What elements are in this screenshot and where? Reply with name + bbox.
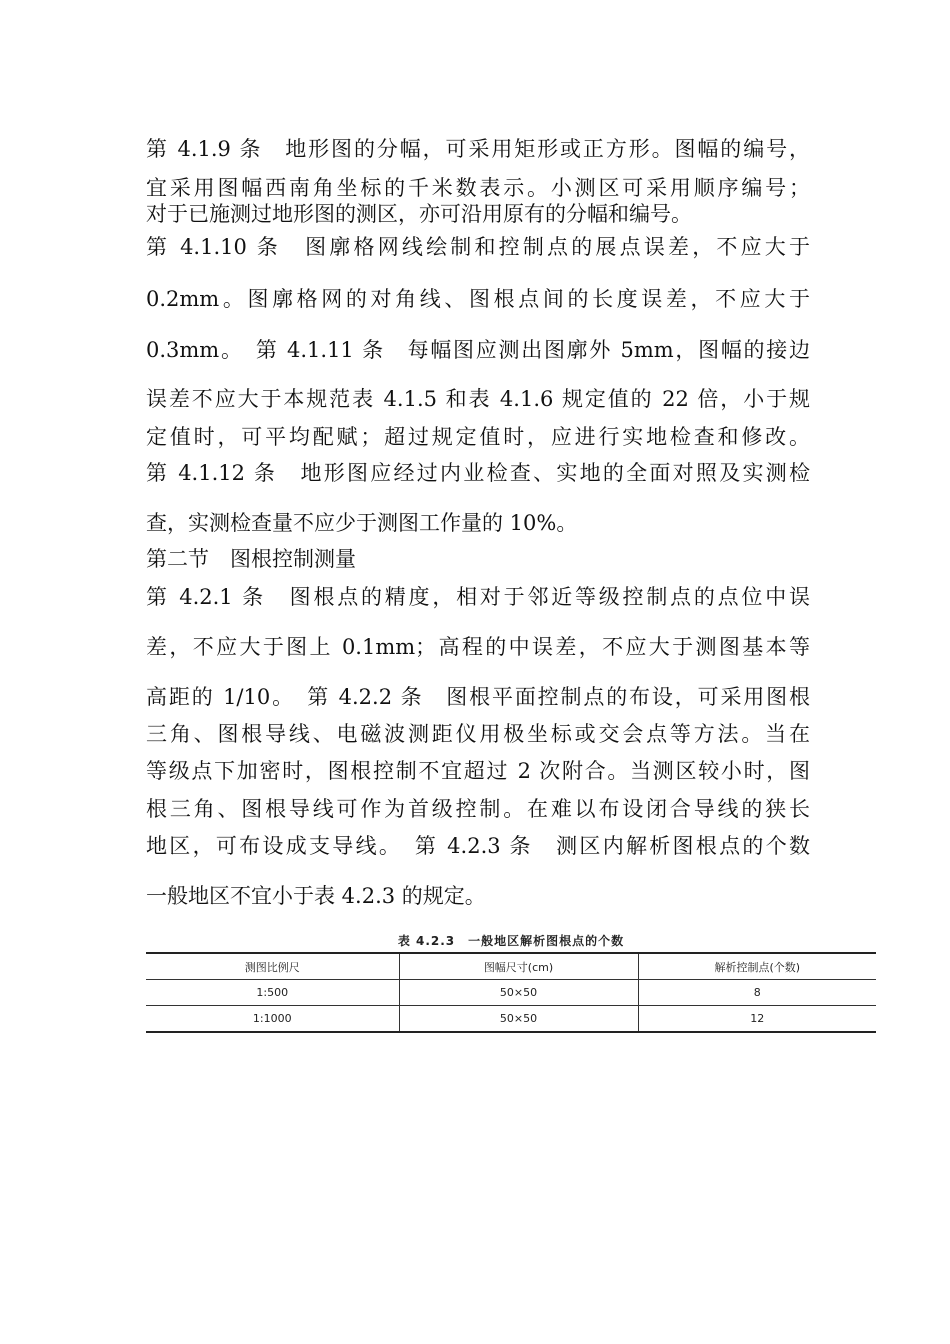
table-row [146,1006,876,1033]
text-line: 地区，可布设成支导线。 第 4.2.3 条 测区内解析图根点的个数 [146,834,810,858]
table-cell: 12 [638,1006,876,1033]
text-line: 0.3mm。 第 4.1.11 条 每幅图应测出图廓外 5mm，图幅的接边 [146,338,810,362]
text-line: 三角、图根导线、电磁波测距仪用极坐标或交会点等方法。当在 [146,722,810,746]
text-line: 对于已施测过地形图的测区，亦可沿用原有的分幅和编号。 [146,202,692,226]
text-line: 差，不应大于图上 0.1mm；高程的中误差，不应大于测图基本等 [146,635,810,659]
text-line: 查，实测检查量不应少于测图工作量的 10%。 [146,511,578,535]
text-line: 第 4.1.9 条 地形图的分幅，可采用矩形或正方形。图幅的编号， [146,137,811,161]
text-line: 第 4.2.1 条 图根点的精度，相对于邻近等级控制点的点位中误 [146,585,810,609]
table-cell: 8 [638,980,876,1006]
control-points-table [146,952,876,1033]
table-header-cell: 测图比例尺 [146,953,399,980]
text-line: 一般地区不宜小于表 4.2.3 的规定。 [146,884,486,908]
table-header-cell: 解析控制点(个数) [638,953,876,980]
text-line: 0.2mm。图廓格网的对角线、图根点间的长度误差，不应大于 [146,287,810,311]
text-line: 根三角、图根导线可作为首级控制。在难以布设闭合导线的狭长 [146,797,810,821]
text-line: 第 4.1.10 条 图廓格网线绘制和控制点的展点误差，不应大于 [146,235,810,259]
text-line: 定值时，可平均配赋；超过规定值时，应进行实地检查和修改。 [146,425,810,449]
table-header-cell: 图幅尺寸(cm) [399,953,638,980]
section-heading: 第二节 图根控制测量 [146,547,356,571]
text-line: 等级点下加密时，图根控制不宜超过 2 次附合。当测区较小时，图 [146,759,810,783]
table-cell: 1:1000 [146,1006,399,1033]
text-line: 第 4.1.12 条 地形图应经过内业检查、实地的全面对照及实测检 [146,461,810,485]
table-cell: 50×50 [399,980,638,1006]
text-line: 宜采用图幅西南角坐标的千米数表示。小测区可采用顺序编号； [146,176,810,200]
text-line: 误差不应大于本规范表 4.1.5 和表 4.1.6 规定值的 22 倍，小于规 [146,387,810,411]
text-line: 高距的 1/10。 第 4.2.2 条 图根平面控制点的布设，可采用图根 [146,685,810,709]
table-caption: 表 4.2.3 一般地区解析图根点的个数 [397,934,625,948]
table-header-row [146,953,876,980]
table-row [146,980,876,1006]
table-cell: 1:500 [146,980,399,1006]
table-cell: 50×50 [399,1006,638,1033]
